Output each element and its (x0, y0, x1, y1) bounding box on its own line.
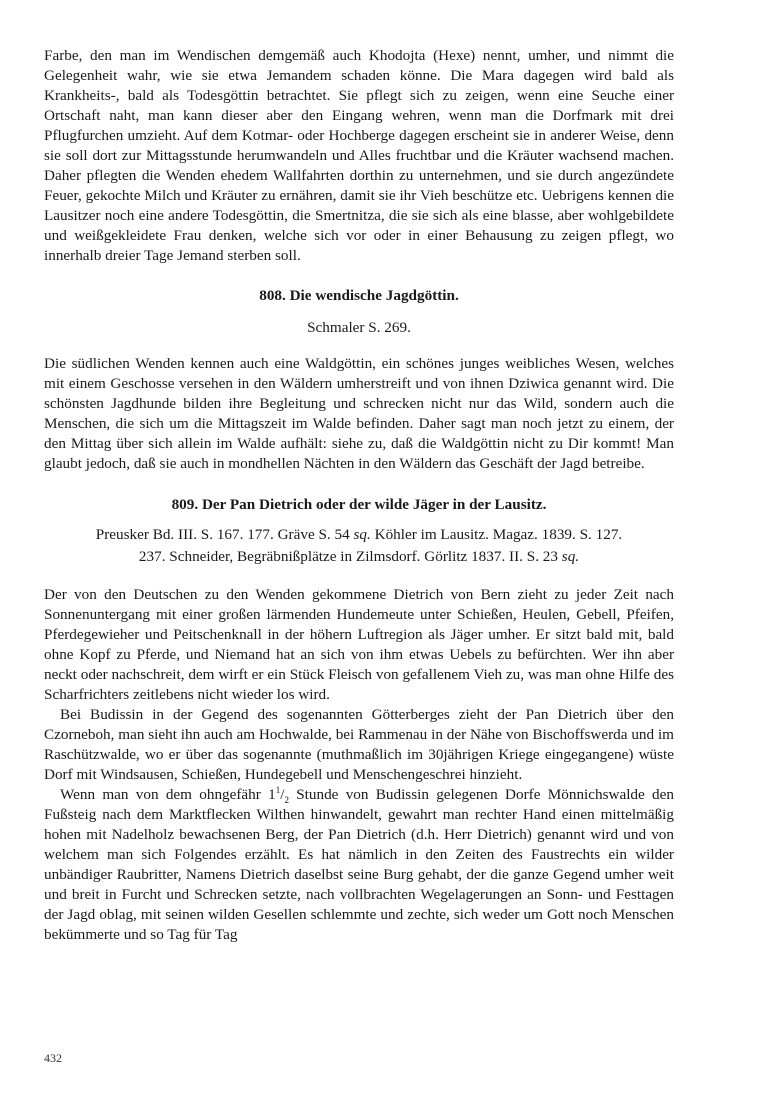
fraction-numerator: 1 (275, 784, 281, 795)
section-809-paragraph-1: Der von den Deutschen zu den Wenden gekommene Dietrich von Bern zieht zu jeder Zeit nach Sonnenuntergang mit einer großen lärmenden Hundemeute unter Schießen, Heulen, Gebell, Pfeifen, Pferdegewieher und Peitschenknall in der höhern Luftregion als Jäger umher. Er sitzt bald mit, bald ohne Kopf zu Pferde, und Niemand hat an sich von ihm etwas Uebels zu befürchten. Wer ihn aber neckt oder nachschreit, dem wirft er ein Stück Fleisch von gefallenem Vieh zu, was man ohne Hilfe des Scharfrichters zeitlebens nicht wieder los wird. (44, 586, 674, 703)
section-808-title: 808. Die wendische Jagdgöttin. (259, 287, 459, 304)
fraction-denominator: 2 (284, 795, 289, 806)
source-809-sq-2: sq. (561, 548, 580, 565)
source-809-part-b: Köhler im Lausitz. Magaz. 1839. S. 127. (370, 526, 623, 543)
para3-rest: Stunde von Budissin gelegenen Dorfe Mönnichswalde den Fußsteig nach dem Marktflecken Wilthen hinwandelt, gewahrt man rechter Hand einen mittelmäßig hohen mit Nadelholz bewachsenen Berg, der Pan Dietrich (d.h. Herr Dietrich) genannt wird und von welchem man sich Folgendes erzählt. Es hat nämlich in den Zeiten des Faustrechts ein wilder unbändiger Raubritter, Namens Dietrich daselbst seine Burg gehabt, der die ganze Gegend umher weit und breit in Furcht und Schrecken setzte, nach vollbrachten Wegelagerungen an Sonn- und Festtagen der Jagd oblag, mit seinen wilden Gesellen schlemmte und zechte, sich weder um Gott noch Menschen bekümmerte und so Tag für Tag (44, 786, 674, 943)
section-808-text: Die südlichen Wenden kennen auch eine Waldgöttin, ein schönes junges weibliches Wesen, welches mit einem Geschosse versehen in den Wäldern umherstreift und von ihnen Dziwica genannt wird. Die schönsten Jagdhunde bilden ihre Begleitung und schrecken nicht nur das Wild, sondern auch die Menschen, die sich um die Mittagszeit im Walde befinden. Daher sagt man noch jetzt zu einem, der den Mittag über sich allein im Walde aufhält: siehe zu, daß die Waldgöttin nicht zu Dir kommt! Man glaubt jedoch, daß sie auch in mondhellen Nächten in den Wäldern das Geschäft der Jagd betreibe. (44, 355, 674, 472)
intro-paragraph: Farbe, den man im Wendischen demgemäß auch Khodojta (Hexe) nennt, umher, und nimmt die Gelegenheit wahr, wie sie etwa Jemandem schaden könne. Die Mara dagegen wird bald als Krankheits-, bald als Todesgöttin betrachtet. Sie pflegt sich zu zeigen, wenn eine Seuche einer Ortschaft naht, man kann dieser aber den Eingang wehren, wenn man die Dorfmark mit drei Pflugfurchen umzieht. Auf dem Kotmar- oder Hochberge dagegen erscheint sie in anderer Weise, denn sie soll dort zur Mittagsstunde herumwandeln und Alles fruchtbar und die Kräuter wachsend machen. Daher pflegten die Wenden ehedem Wallfahrten dorthin zu unternehmen, und sie durch angezündete Feuer, gekochte Milch und Kräuter zu ernähren, damit sie ihr Vieh beschütze etc. Uebrigens kennen die Lausitzer noch eine andere Todesgöttin, die Smertnitza, die sie sich als eine blasse, aber wohlgebildete und weißgekleidete Frau denken, welche sich vor oder in einer Behausung zu zeigen pflegt, wo innerhalb dreier Tage Jemand sterben soll. (44, 47, 674, 264)
para3-start: Wenn man von dem ohngefähr 1 (60, 786, 276, 803)
section-809-title: 809. Der Pan Dietrich oder der wilde Jäger in der Lausitz. (171, 496, 547, 513)
section-808-source: Schmaler S. 269. (307, 319, 411, 336)
page-body (44, 46, 674, 945)
section-809-paragraph-2: Bei Budissin in der Gegend des sogenannten Götterberges zieht der Pan Dietrich über den Czorneboh, man sieht ihn auch am Hochwalde, bei Rammenau in der Nähe von Bischoffswerda und im Raschützwalde, wo er über das sogenannte (muthmaßlich im 30jährigen Kriege eingegangene) wüste Dorf mit Windsausen, Schießen, Hundegebell und Menschengeschrei hinzieht. (44, 706, 674, 783)
source-809-sq-1: sq. (353, 526, 371, 543)
page-number: 432 (44, 1051, 62, 1065)
section-809-paragraph-3: Wenn man von dem ohngefähr $1^1/_2$ Stunde von Budissin gelegenen Dorfe Mönnichswalde den Fußsteig nach dem Marktflecken Wilthen hinwandelt, gewahrt man rechter Hand einen mittelmäßig hohen mit Nadelholz bewachsenen Berg, der Pan Dietrich (d.h. Herr Dietrich) genannt wird und von welchem man sich Folgendes erzählt. Es hat nämlich in den Zeiten des Faustrechts ein wilder unbändiger Raubritter, Namens Dietrich daselbst seine Burg gehabt, der die ganze Gegend umher weit und breit in Furcht und Schrecken setzte, nach vollbrachten Wegelagerungen an Sonn- und Festtagen der Jagd oblag, mit seinen wilden Gesellen schlemmte und zechte, sich weder um Gott noch Menschen bekümmerte und so Tag für Tag (44, 784, 674, 943)
source-809-part-c: 237. Schneider, Begräbnißplätze in Zilmsdorf. Görlitz 1837. II. S. 23 (138, 548, 562, 565)
section-809-source (44, 524, 674, 568)
source-809-part-a: Preusker Bd. III. S. 167. 177. Gräve S. 54 (95, 526, 354, 543)
